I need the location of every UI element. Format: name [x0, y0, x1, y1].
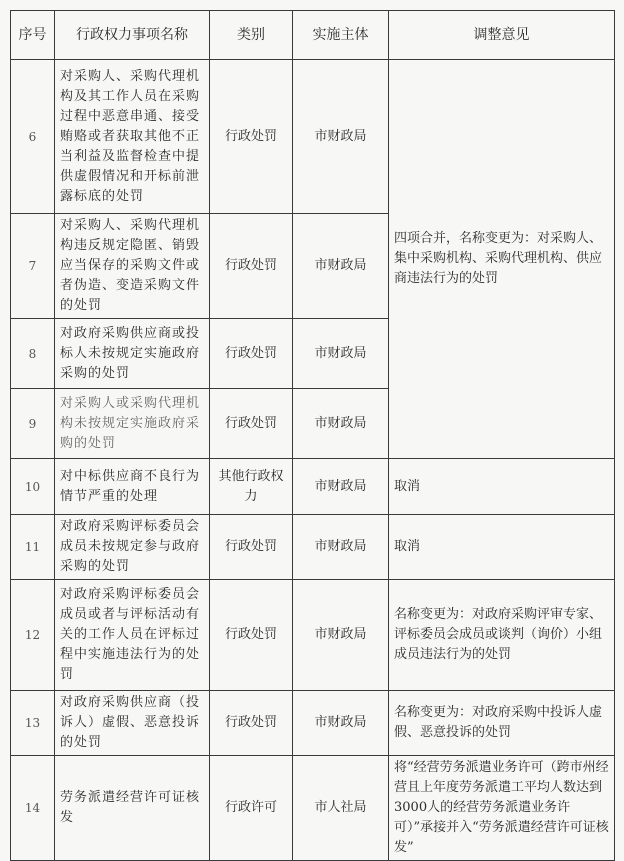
row-seq: 13	[11, 691, 55, 756]
row-seq: 7	[11, 214, 55, 319]
row-name: 对政府采购供应商或投标人未按规定实施政府采购的处罚	[55, 319, 210, 389]
row-seq: 12	[11, 580, 55, 691]
merged-opinion: 四项合并，名称变更为：对采购人、集中采购机构、采购代理机构、供应商违法行为的处罚	[389, 60, 615, 459]
table-row	[11, 515, 615, 580]
row-category: 行政处罚	[210, 515, 293, 580]
row-category: 行政处罚	[210, 691, 293, 756]
header-name: 行政权力事项名称	[55, 11, 210, 60]
table-row	[11, 459, 615, 515]
row-org: 市财政局	[293, 515, 389, 580]
row-name: 对采购人、采购代理机构违反规定隐匿、销毁应当保存的采购文件或者伪造、变造采购文件的处罚	[55, 214, 210, 319]
row-seq: 14	[11, 756, 55, 861]
row-category: 行政处罚	[210, 580, 293, 691]
row-seq: 10	[11, 459, 55, 515]
row-seq: 8	[11, 319, 55, 389]
row-org: 市财政局	[293, 459, 389, 515]
table-row	[11, 756, 615, 861]
row-org: 市财政局	[293, 319, 389, 389]
row-org: 市财政局	[293, 580, 389, 691]
table-row	[11, 60, 615, 214]
row-name: 对政府采购评标委员会成员或者与评标活动有关的工作人员在评标过程中实施违法行为的处罚	[55, 580, 210, 691]
header-category: 类别	[210, 11, 293, 60]
table-row	[11, 691, 615, 756]
row-seq: 9	[11, 389, 55, 459]
row-category: 其他行政权力	[210, 459, 293, 515]
row-opinion: 名称变更为：对政府采购中投诉人虚假、恶意投诉的处罚	[389, 691, 615, 756]
header-org: 实施主体	[293, 11, 389, 60]
row-name: 对采购人或采购代理机构未按规定实施政府采购的处罚	[55, 389, 210, 459]
row-name: 劳务派遣经营许可证核发	[55, 756, 210, 861]
power-adjustment-table	[10, 10, 615, 861]
row-name: 对政府采购供应商（投诉人）虚假、恶意投诉的处罚	[55, 691, 210, 756]
row-seq: 6	[11, 60, 55, 214]
row-org: 市财政局	[293, 691, 389, 756]
row-opinion: 取消	[389, 515, 615, 580]
header-opinion: 调整意见	[389, 11, 615, 60]
row-org: 市人社局	[293, 756, 389, 861]
row-name: 对中标供应商不良行为情节严重的处理	[55, 459, 210, 515]
document-page	[10, 10, 615, 861]
row-opinion: 名称变更为：对政府采购评审专家、评标委员会成员或谈判（询价）小组成员违法行为的处罚	[389, 580, 615, 691]
table-header-row	[11, 11, 615, 60]
row-org: 市财政局	[293, 60, 389, 214]
row-name: 对政府采购评标委员会成员未按规定参与政府采购的处罚	[55, 515, 210, 580]
row-category: 行政许可	[210, 756, 293, 861]
row-opinion: 将“经营劳务派遣业务许可（跨市州经营且上年度劳务派遣工平均人数达到3000人的经营劳务派遣业务许可）”承接并入“劳务派遣经营许可证核发”	[389, 756, 615, 861]
row-seq: 11	[11, 515, 55, 580]
row-org: 市财政局	[293, 214, 389, 319]
row-category: 行政处罚	[210, 319, 293, 389]
row-category: 行政处罚	[210, 214, 293, 319]
row-org: 市财政局	[293, 389, 389, 459]
row-category: 行政处罚	[210, 60, 293, 214]
row-category: 行政处罚	[210, 389, 293, 459]
row-opinion: 取消	[389, 459, 615, 515]
row-name: 对采购人、采购代理机构及其工作人员在采购过程中恶意串通、接受贿赂或者获取其他不正当利益及监督检查中提供虚假情况和开标前泄露标底的处罚	[55, 60, 210, 214]
table-row	[11, 580, 615, 691]
header-seq: 序号	[11, 11, 55, 60]
